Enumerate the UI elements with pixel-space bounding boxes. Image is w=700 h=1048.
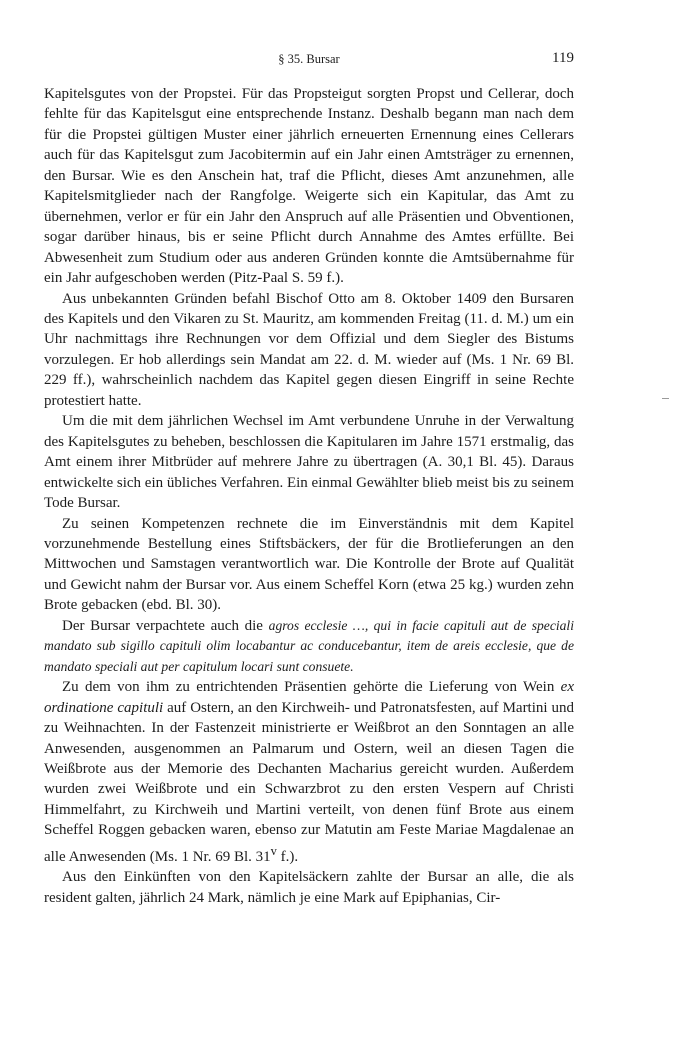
latin-phrase: ex ordinatione capituli — [44, 679, 574, 716]
paragraph-7: Aus den Einkünften von den Kapitelsäckern zahlte der Bursar an alle, die als resident galten, jährlich 24 Mark, nämlich je eine Mark auf Epiphanias, Cir- — [44, 869, 574, 906]
paragraph-5-text: Der Bursar verpachtete auch die — [62, 617, 269, 634]
page-header — [44, 50, 574, 70]
paragraph-6-text-start: Zu dem von ihm zu entrichtenden Präsentien gehörte die Lieferung von Wein — [62, 679, 561, 696]
page-number: 119 — [552, 50, 574, 66]
paragraph-2: Aus unbekannten Gründen befahl Bischof Otto am 8. Oktober 1409 den Bursaren des Kapitels und den Vikaren zu St. Mauritz, am kommenden Freitag (11. d. M.) um ein Uhr nachmittags ihre Rechnungen vor dem Offizial und dem Siegler des Bistums vorzulegen. Er hob allerdings sein Mandat am 22. d. M. wieder auf (Ms. 1 Nr. 69 Bl. 229 ff.), wahrscheinlich nachdem das Kapitel gegen diesen Eingriff in seine Rechte protestiert hatte. — [44, 290, 574, 409]
paragraph-1: Kapitelsgutes von der Propstei. Für das Propsteigut sorgten Propst und Cellerar, doch fehlte für das Kapitelsgut eine entsprechende Instanz. Deshalb begann man nach dem für die Propstei gültigen Muster einer jährlich erneuerten Ernennung eines Cellerars auch für das Kapitelsgut zum Jacobitermin auf ein Jahr einen Amtsträger zu ernennen, den Bursar. Wie es den Anschein hat, traf die Pflicht, dieses Amt anzunehmen, alle Kapitelsmitglieder nach der Rangfolge. Weigerte sich ein Kapitular, das Amt zu übernehmen, verlor er für ein Jahr den Anspruch auf alle Präsentien und Obventionen, sogar darüber hinaus, bis er seine Pflicht durch Annahme des Amtes erfüllte. Bei Abwesenheit zum Studium oder aus anderen Gründen konnte die Amtsübernahme für ein Jahr aufgeschoben werden (Pitz-Paal S. 59 f.). — [44, 86, 574, 287]
paragraph-5 — [44, 616, 574, 677]
paragraph-6 — [44, 677, 574, 867]
paragraph-3: Um die mit dem jährlichen Wechsel im Amt verbundene Unruhe in der Verwaltung des Kapitelsgutes zu beheben, beschlossen die Kapitularen im Jahre 1571 erstmalig, das Amt einem ihrer Mitbrüder auf mehrere Jahre zu übertragen (A. 30,1 Bl. 45). Daraus entwickelte sich ein übliches Verfahren. Ein einmal Gewählter blieb meist bis zu seinem Tode Bursar. — [44, 413, 574, 512]
folio-verso-superscript: v — [270, 843, 277, 858]
paragraph-4: Zu seinen Kompetenzen rechnete die im Einverständnis mit dem Kapitel vorzunehmende Bestellung eines Stiftsbäckers, der für die Brotlieferungen an den Mittwochen und Samstagen verantwortlich war. Die Kontrolle der Brote auf Qualität und Gewicht nahm der Bursar vor. Aus einem Scheffel Korn (etwa 25 kg.) wurden zehn Brote gebacken (ebd. Bl. 30). — [44, 515, 574, 614]
running-head: § 35. Bursar — [278, 52, 340, 66]
paragraph-6-text-end: f.). — [276, 848, 299, 865]
latin-quotation: agros ecclesie …, qui in facie capituli aut de speciali mandato sub sigillo capituli olim locabantur ac conducebantur, item de areis ecclesie, que de mandato speciali aut per capitulum locari sunt consuete. — [44, 617, 574, 674]
body-text — [44, 84, 574, 908]
paragraph-6-text-main: auf Ostern, an den Kirchweih- und Patronatsfesten, auf Martini und zu Weihnachten. In der Fastenzeit ministrierte er Weißbrot an den Sonntagen an alle Anwesenden, ausgenommen an Palmarum und Ostern, weil an diesen Tagen die Weißbrote aus der Memorie des Dechanten Macharius gereicht wurden. Außerdem wurden zwei Weißbrote und ein Schwarzbrot zu den ersten Vespern auf Christi Himmelfahrt, zu Kirchweih und Martini verteilt, von denen fünf Brote aus einem Scheffel Roggen gebacken waren, ebenso zur Matutin am Feste Mariae Magdalenae an alle Anwesenden (Ms. 1 Nr. 69 Bl. 31 — [44, 699, 574, 865]
margin-mark — [662, 398, 669, 399]
